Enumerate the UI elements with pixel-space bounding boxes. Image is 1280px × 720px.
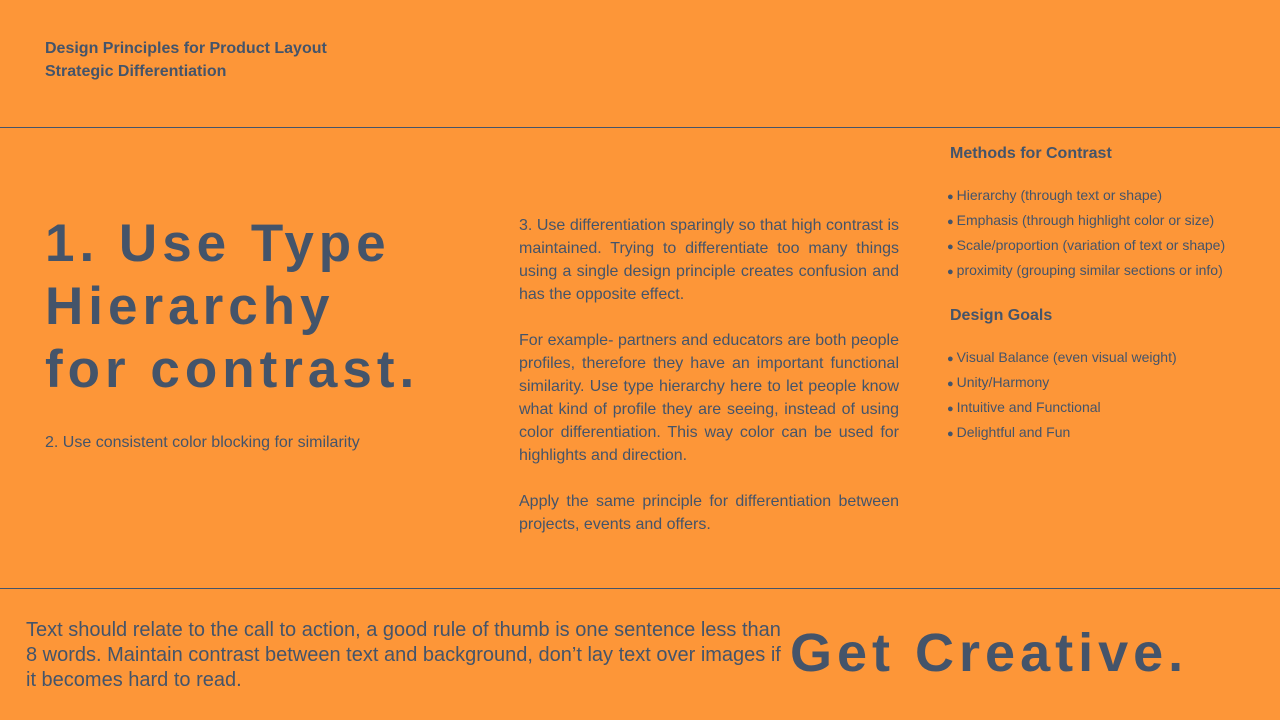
list-item: ● Unity/Harmony: [947, 371, 1270, 396]
bottom-divider: [0, 588, 1280, 589]
body-column: [519, 214, 899, 559]
list-item: ● Visual Balance (even visual weight): [947, 346, 1270, 371]
list-item: ● Emphasis (through highlight color or size): [947, 209, 1270, 234]
footer-text: Text should relate to the call to action, a good rule of thumb is one sentence less than 8 words. Maintain contrast between text and background, don’t lay text over images if it becomes hard to read.: [26, 619, 781, 691]
header-title-line2: Strategic Differentiation: [45, 63, 227, 80]
cta-heading: Get Creative.: [790, 623, 1189, 683]
point-two-text: 2. Use consistent color blocking for similarity: [45, 434, 360, 451]
top-divider: [0, 127, 1280, 128]
methods-heading: Methods for Contrast: [950, 145, 1112, 162]
sidebar: [950, 142, 1270, 466]
list-item: ● proximity (grouping similar sections or info): [947, 259, 1270, 284]
header-title: [45, 37, 327, 83]
list-item: ● Scale/proportion (variation of text or shape): [947, 234, 1270, 259]
goals-list: [947, 346, 1270, 446]
main-heading-line1: 1. Use Type: [45, 214, 391, 273]
list-item: ● Hierarchy (through text or shape): [947, 184, 1270, 209]
body-paragraph: Apply the same principle for differentiation between projects, events and offers.: [519, 493, 899, 533]
goals-heading: Design Goals: [950, 307, 1053, 324]
main-heading: [45, 212, 495, 401]
methods-list: [947, 184, 1270, 284]
main-heading-line3: for contrast.: [45, 340, 420, 399]
list-item: ● Delightful and Fun: [947, 421, 1270, 446]
body-paragraph: 3. Use differentiation sparingly so that high contrast is maintained. Trying to differentiate too many things using a single design principle creates confusion and has the opposite effect.: [519, 217, 899, 303]
main-heading-line2: Hierarchy: [45, 277, 335, 336]
list-item: ● Intuitive and Functional: [947, 396, 1270, 421]
header-title-line1: Design Principles for Product Layout: [45, 40, 327, 57]
body-paragraph: For example- partners and educators are both people profiles, therefore they have an important functional similarity. Use type hierarchy here to let people know what kind of profile they are seeing, instead of using color differentiation. This way color can be used for highlights and direction.: [519, 332, 899, 464]
